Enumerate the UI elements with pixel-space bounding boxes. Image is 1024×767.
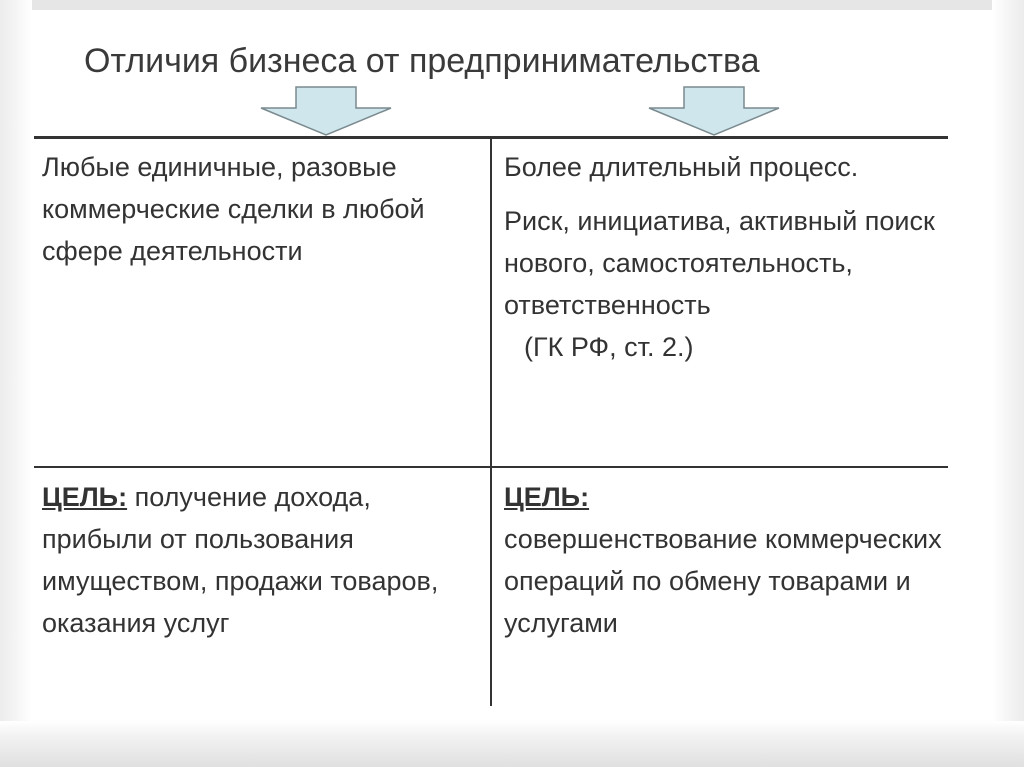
entrepreneurship-description-cell (504, 146, 944, 368)
business-description-cell (42, 146, 482, 272)
background-edge-top (0, 0, 1024, 10)
background-edge-left (0, 0, 32, 767)
entrepreneurship-goal-text: совершенствование коммерческих операций по обмену товарами и услугами (504, 524, 942, 638)
down-arrow-icon-right (648, 86, 780, 136)
slide (34, 10, 990, 720)
entrepreneurship-duration: Более длительный процесс. (504, 152, 859, 182)
slide-title: Отличия бизнеса от предпринимательства (84, 42, 760, 80)
entrepreneurship-goal-cell (504, 476, 944, 644)
business-goal-cell (42, 476, 487, 644)
background-edge-bottom (0, 721, 1024, 767)
entrepreneurship-goal-label: ЦЕЛЬ: (504, 482, 590, 512)
background-edge-right (992, 0, 1024, 767)
business-goal-label: ЦЕЛЬ: (42, 482, 128, 512)
legal-reference: (ГК РФ, ст. 2.) (524, 332, 694, 362)
business-description: Любые единичные, разовые коммерческие сделки в любой сфере деятельности (42, 152, 425, 266)
down-arrow-icon-left (260, 86, 392, 136)
business-goal-text: получение дохода, прибыли от пользования имуществом, продажи товаров, оказания услуг (42, 482, 439, 638)
entrepreneurship-traits: Риск, инициатива, активный поиск нового, самостоятельность, ответственность (504, 206, 935, 320)
table-column-divider (490, 138, 492, 706)
